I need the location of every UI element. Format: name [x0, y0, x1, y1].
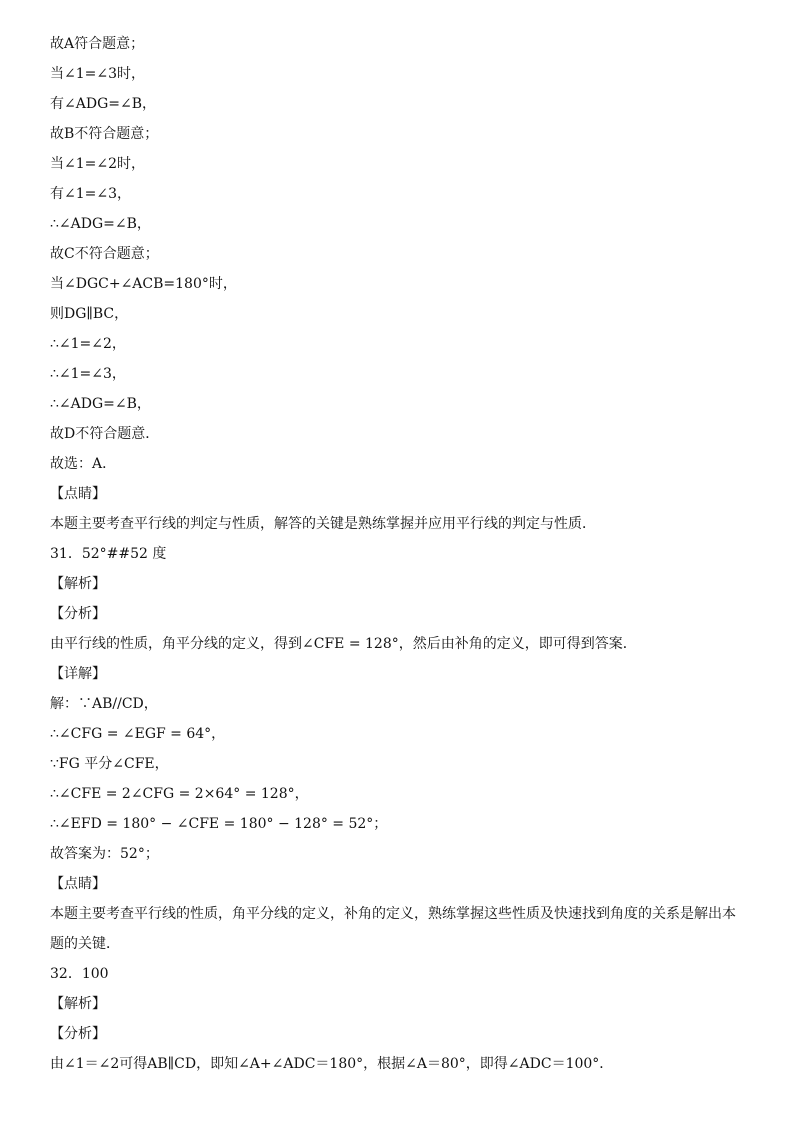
text-line: 本题主要考查平行线的判定与性质，解答的关键是熟练掌握并应用平行线的判定与性质． [50, 516, 596, 532]
text-line: 解：∵AB//CD， [50, 696, 158, 712]
question-number: 31．52°##52 度 [50, 546, 167, 562]
section-heading: 【解析】 [50, 576, 106, 592]
text-line: ∵FG 平分∠CFE， [50, 756, 169, 772]
section-heading: 【点睛】 [50, 876, 106, 892]
text-line: 故C不符合题意； [50, 246, 159, 262]
text-line: 由∠1＝∠2可得AB∥CD，即知∠A+∠ADC＝180°，根据∠A＝80°，即得∠ADC＝100°． [50, 1056, 614, 1072]
text-line: 有∠1=∠3， [50, 186, 132, 202]
section-heading: 【解析】 [50, 996, 106, 1012]
text-line: 则DG∥BC， [50, 306, 129, 322]
text-line: ∴∠ADG=∠B， [50, 396, 151, 412]
text-line: 当∠1=∠3时， [50, 66, 146, 82]
text-line: 当∠DGC+∠ACB=180°时， [50, 276, 237, 292]
text-line: ∴∠ADG=∠B， [50, 216, 151, 232]
section-heading: 【详解】 [50, 666, 106, 682]
text-line: 故B不符合题意； [50, 126, 159, 142]
text-line: ∴∠CFE = 2∠CFG = 2×64° = 128°， [50, 786, 309, 802]
text-line: ∴∠1=∠3， [50, 366, 126, 382]
text-line: 有∠ADG=∠B， [50, 96, 156, 112]
text-line: 故D不符合题意． [50, 426, 160, 442]
text-line: 故选：A． [50, 456, 117, 472]
section-heading: 【分析】 [50, 606, 106, 622]
text-line: ∴∠1=∠2， [50, 336, 126, 352]
text-line: ∴∠EFD = 180° − ∠CFE = 180° − 128° = 52°； [50, 816, 388, 832]
text-line: ∴∠CFG = ∠EGF = 64°， [50, 726, 226, 742]
text-line: 故A符合题意； [50, 36, 145, 52]
text-line: 题的关键． [50, 936, 120, 952]
text-line: 本题主要考查平行线的性质，角平分线的定义，补角的定义，熟练掌握这些性质及快速找到角度的关系是解出本 [50, 906, 736, 922]
section-heading: 【点睛】 [50, 486, 106, 502]
question-number: 32．100 [50, 966, 109, 982]
text-line: 由平行线的性质，角平分线的定义，得到∠CFE = 128°，然后由补角的定义，即可得到答案． [50, 636, 637, 652]
text-line: 当∠1=∠2时， [50, 156, 146, 172]
text-line: 故答案为：52°； [50, 846, 159, 862]
section-heading: 【分析】 [50, 1026, 106, 1042]
